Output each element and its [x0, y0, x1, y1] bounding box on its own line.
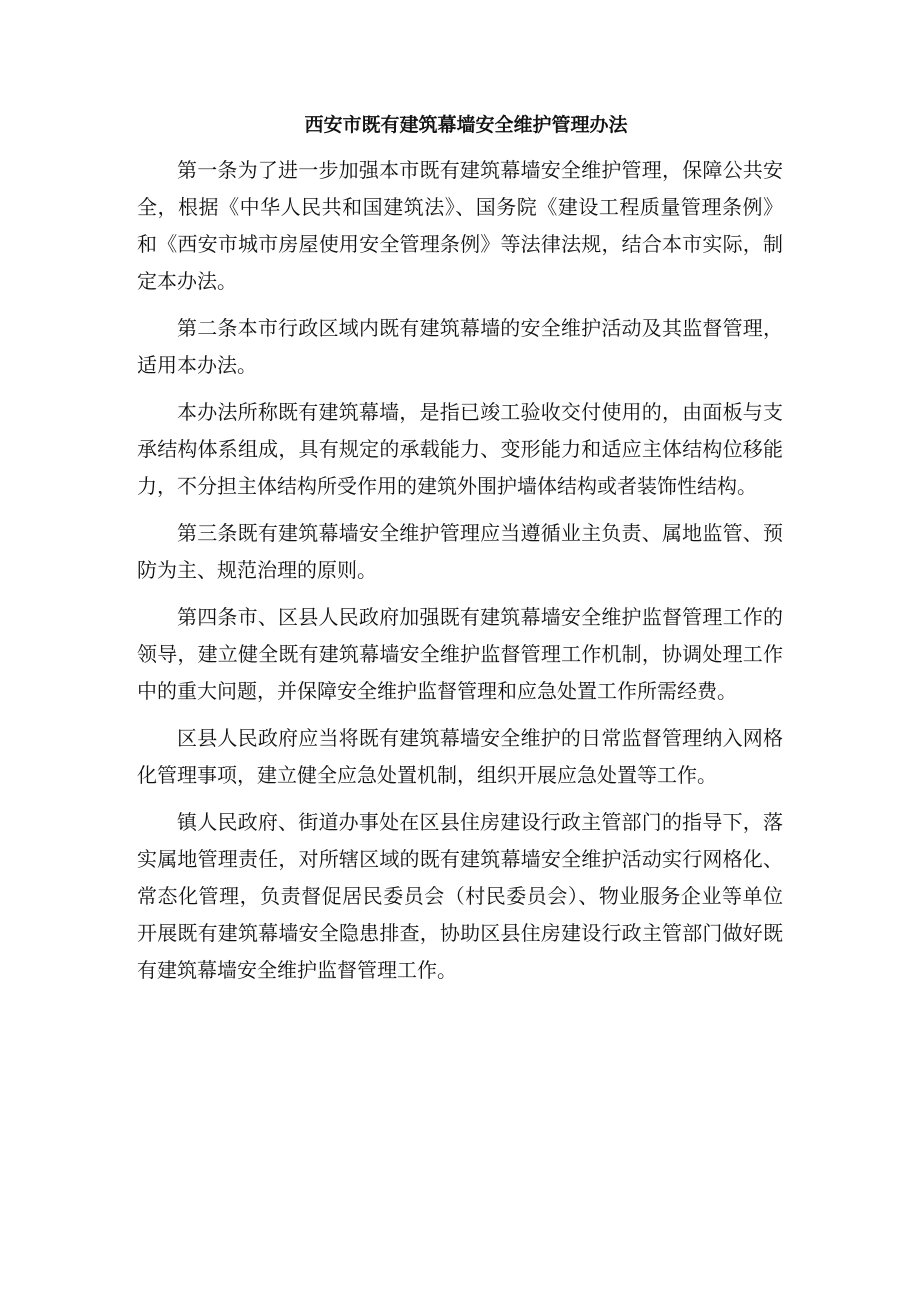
paragraph-article-4: 第四条市、区县人民政府加强既有建筑幕墙安全维护监督管理工作的领导，建立健全既有建筑幕墙安全维护监督管理工作机制，协调处理工作中的重大问题，并保障安全维护监督管理和应急处置工作所需经费。 — [137, 605, 783, 703]
document-body — [137, 152, 783, 989]
paragraph-district-government: 区县人民政府应当将既有建筑幕墙安全维护的日常监督管理纳入网格化管理事项，建立健全应急处置机制，组织开展应急处置等工作。 — [137, 726, 783, 787]
paragraph-definition: 本办法所称既有建筑幕墙，是指已竣工验收交付使用的，由面板与支承结构体系组成，具有规定的承载能力、变形能力和适应主体结构位移能力，不分担主体结构所受作用的建筑外围护墙体结构或者装饰性结构。 — [137, 400, 783, 498]
document-title: 西安市既有建筑幕墙安全维护管理办法 — [304, 114, 628, 136]
paragraph-article-2: 第二条本市行政区域内既有建筑幕墙的安全维护活动及其监督管理，适用本办法。 — [137, 316, 783, 377]
paragraph-article-3: 第三条既有建筑幕墙安全维护管理应当遵循业主负责、属地监管、预防为主、规范治理的原则。 — [137, 521, 783, 582]
paragraph-article-1: 第一条为了进一步加强本市既有建筑幕墙安全维护管理，保障公共安全，根据《中华人民共和国建筑法》、国务院《建设工程质量管理条例》和《西安市城市房屋使用安全管理条例》等法律法规，结合本市实际，制定本办法。 — [137, 158, 783, 293]
paragraph-town-government: 镇人民政府、街道办事处在区县住房建设行政主管部门的指导下，落实属地管理责任，对所辖区域的既有建筑幕墙安全维护活动实行网格化、常态化管理，负责督促居民委员会（村民委员会）、物业服务企业等单位开展既有建筑幕墙安全隐患排查，协助区县住房建设行政主管部门做好既有建筑幕墙安全维护监督管理工作。 — [137, 810, 783, 982]
